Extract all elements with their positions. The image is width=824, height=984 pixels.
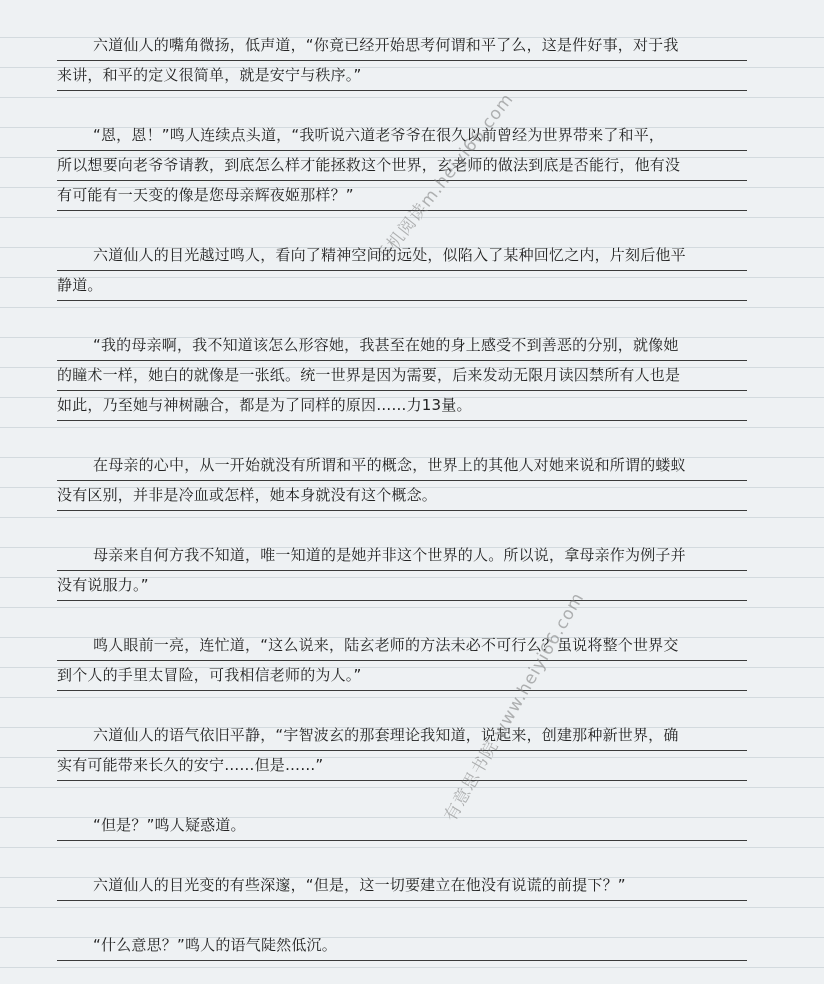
text-line: 在母亲的心中，从一开始就没有所谓和平的概念，世界上的其他人对她来说和所谓的蝼蚁: [57, 450, 747, 481]
text-line: 六道仙人的嘴角微扬，低声道，“你竟已经开始思考何谓和平了么，这是件好事，对于我: [57, 30, 747, 61]
text-line: 所以想要向老爷爷请教，到底怎么样才能拯救这个世界，玄老师的做法到底是否能行，他有没: [57, 150, 747, 181]
text-line: 六道仙人的语气依旧平静，“宇智波玄的那套理论我知道，说起来，创建那种新世界，确: [57, 720, 747, 751]
text-line: “恩，恩！”鸣人连续点头道，“我听说六道老爷爷在很久以前曾经为世界带来了和平，: [57, 120, 747, 151]
text-line: 没有区别，并非是冷血或怎样，她本身就没有这个概念。: [57, 480, 747, 511]
text-line: 来讲，和平的定义很简单，就是安宁与秩序。”: [57, 60, 747, 91]
watermark-text: 有意思书院 www.heiyi66.com: [440, 588, 589, 825]
text-line: “什么意思？”鸣人的语气陡然低沉。: [57, 930, 747, 961]
text-line: 静道。: [57, 270, 747, 301]
text-line: 到个人的手里太冒险，可我相信老师的为人。”: [57, 660, 747, 691]
text-line: 有可能有一天变的像是您母亲辉夜姬那样？”: [57, 180, 747, 211]
text-line: 鸣人眼前一亮，连忙道，“这么说来，陆玄老师的方法未必不可行么？虽说将整个世界交: [57, 630, 747, 661]
text-line: 的瞳术一样，她白的就像是一张纸。统一世界是因为需要，后来发动无限月读囚禁所有人也是: [57, 360, 747, 391]
text-line: 六道仙人的目光越过鸣人，看向了精神空间的远处，似陷入了某种回忆之内，片刻后他平: [57, 240, 747, 271]
text-line: 如此，乃至她与神树融合，都是为了同样的原因……力13量。: [57, 390, 747, 421]
text-line: 实有可能带来长久的安宁……但是……”: [57, 750, 747, 781]
text-line: 六道仙人的目光变的有些深邃，“但是，这一切要建立在他没有说谎的前提下？”: [57, 870, 747, 901]
text-line: 母亲来自何方我不知道，唯一知道的是她并非这个世界的人。所以说，拿母亲作为例子并: [57, 540, 747, 571]
text-line: “我的母亲啊，我不知道该怎么形容她，我甚至在她的身上感受不到善恶的分别，就像她: [57, 330, 747, 361]
text-line: “但是？”鸣人疑惑道。: [57, 810, 747, 841]
watermark-text: 手机阅读m.heiyi66.com: [372, 89, 518, 268]
text-line: 没有说服力。”: [57, 570, 747, 601]
